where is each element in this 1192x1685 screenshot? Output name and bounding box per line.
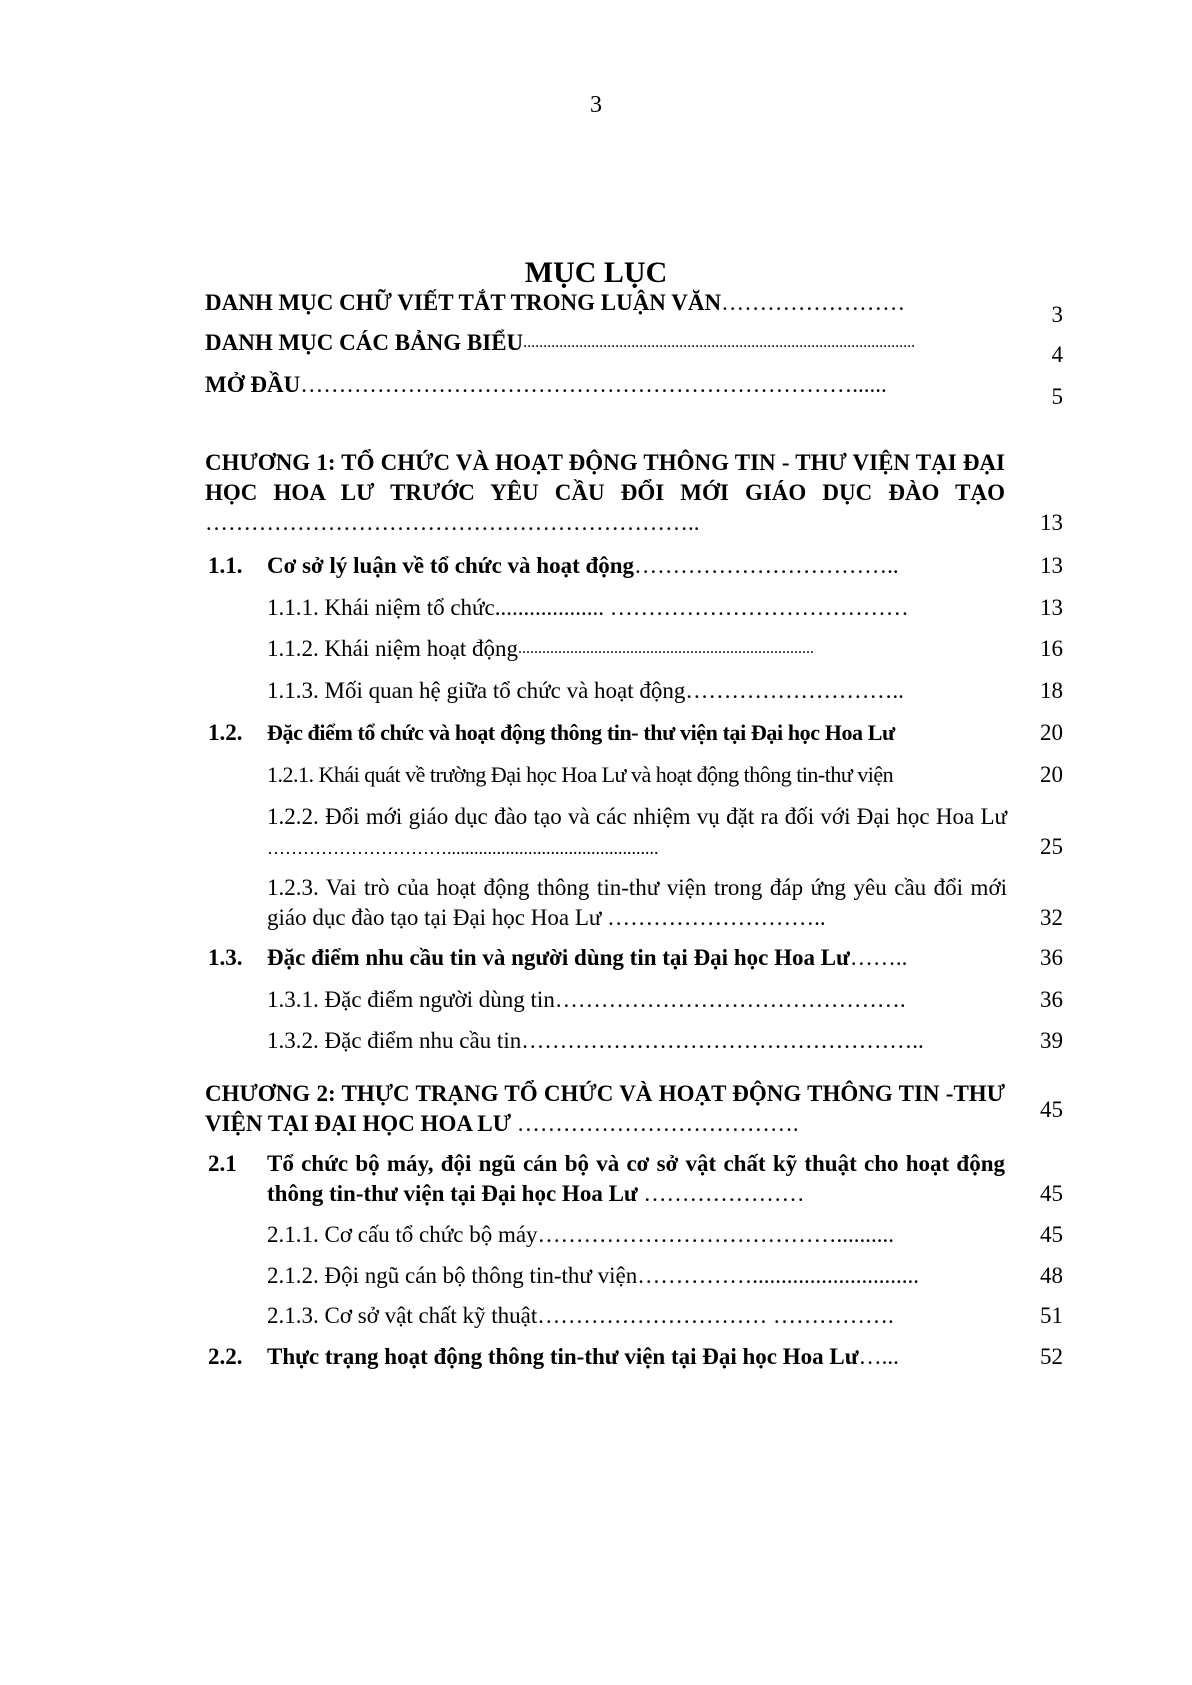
toc-page-number: 13 [1040, 595, 1063, 620]
toc-entry-text: Thực trạng hoạt động thông tin-thư viện tại Đại học Hoa Lư [267, 1344, 859, 1369]
toc-leader-dots: ………………… [643, 1181, 805, 1206]
toc-page-number: 45 [1040, 1181, 1063, 1206]
toc-leader-dots: …………………… [721, 290, 906, 315]
toc-page-number: 13 [1040, 510, 1063, 535]
toc-entry-text: 2.1.2. Đội ngũ cán bộ thông tin-thư viện [267, 1263, 638, 1288]
toc-leader-dots: ……………………….. [607, 905, 826, 930]
toc-entry-text: Cơ sở lý luận về tổ chức và hoạt động [267, 553, 635, 578]
toc-leader-dots: ………………………………. [516, 1111, 799, 1136]
section-number: 2.1 [208, 1151, 237, 1176]
toc-page-number: 20 [1040, 762, 1063, 787]
toc-page-number: 4 [1051, 342, 1063, 367]
toc-page-number: 20 [1040, 720, 1063, 745]
toc-entry-text: 1.1.2. Khái niệm hoạt động [267, 636, 519, 661]
toc-page-number: 45 [1040, 1097, 1063, 1122]
page-number: 3 [590, 92, 602, 118]
toc-leader-dots: …………………………………………….. [521, 1028, 924, 1053]
toc-leader-dots: ……………............................. [637, 1263, 919, 1288]
toc-page-number: 36 [1040, 987, 1063, 1012]
toc-leader-dots: ………………………………………. [554, 987, 906, 1012]
toc-entry-text: DANH MỤC CÁC BẢNG BIỂU [205, 330, 524, 355]
toc-page-number: 3 [1051, 302, 1063, 327]
toc-entry-text: Đặc điểm nhu cầu tin và người dùng tin tại Đại học Hoa Lư [267, 945, 850, 970]
toc-leader-dots: .................................................................................................. [523, 334, 916, 351]
toc-entry-text: 2.1.3. Cơ sở vật chất kỹ thuật [267, 1303, 538, 1328]
toc-page-number: 32 [1040, 905, 1063, 930]
toc-page-number: 45 [1040, 1222, 1063, 1247]
toc-page-number: 18 [1040, 678, 1063, 703]
toc-leader-dots: ................... ………………………………… [494, 595, 909, 620]
toc-entry-text: Tổ chức bộ máy, đội ngũ cán bộ và cơ sở vật chất kỹ thuật cho hoạt động thông tin-thư viện tại Đại học Hoa Lư [267, 1151, 1005, 1206]
toc-page-number: 5 [1051, 384, 1063, 409]
toc-page-number: 48 [1040, 1263, 1063, 1288]
toc-leader-dots: …... [858, 1344, 899, 1369]
toc-entry-text: 1.2.1. Khái quát về trường Đại học Hoa Lư và hoạt động thông tin-thư viện [267, 762, 894, 787]
toc-leader-dots: ………………………… ……………. [537, 1303, 894, 1328]
toc-leader-dots: ……………………….. [685, 678, 904, 703]
section-number: 2.2. [208, 1344, 243, 1369]
toc-leader-dots: ………………………………………………………………...... [300, 372, 887, 397]
toc-page-number: 25 [1040, 834, 1063, 859]
toc-entry-text: CHƯƠNG 1: TỔ CHỨC VÀ HOẠT ĐỘNG THÔNG TIN - THƯ VIỆN TẠI ĐẠI HỌC HOA LƯ TRƯỚC YÊU CẦU ĐỔI MỚI GIÁO DỤC ĐÀO TẠO [205, 450, 1005, 505]
toc-entry-text: CHƯƠNG 2: THỰC TRẠNG TỔ CHỨC VÀ HOẠT ĐỘNG THÔNG TIN -THƯ VIỆN TẠI ĐẠI HỌC HOA LƯ [205, 1081, 1005, 1136]
toc-page-number: 39 [1040, 1028, 1063, 1053]
section-number: 1.3. [208, 945, 243, 970]
toc-leader-dots: …………………………............................................... [267, 838, 659, 858]
toc-leader-dots: ………………………………….......... [537, 1222, 895, 1247]
toc-entry-text: 1.3.2. Đặc điểm nhu cầu tin [267, 1028, 522, 1053]
toc-entry-text: Đặc điểm tổ chức và hoạt động thông tin- thư viện tại Đại học Hoa Lư [267, 720, 895, 745]
toc-leader-dots: …….. [849, 945, 908, 970]
toc-page-number: 16 [1040, 636, 1063, 661]
section-number: 1.2. [208, 720, 243, 745]
toc-entry-text: 1.1.1. Khái niệm tổ chức [267, 595, 495, 620]
toc-entry-text: 2.1.1. Cơ cấu tổ chức bộ máy [267, 1222, 538, 1247]
toc-entry-text: DANH MỤC CHỮ VIẾT TẮT TRONG LUẬN VĂN [205, 290, 722, 315]
toc-entry-text: 1.2.2. Đổi mới giáo dục đào tạo và các nhiệm vụ đặt ra đối với Đại học Hoa Lư [267, 804, 1007, 829]
toc-leader-dots: ……………………………………………………….. [205, 510, 700, 535]
toc-page-number: 52 [1040, 1344, 1063, 1369]
toc-leader-dots: …………………………….. [634, 553, 899, 578]
toc-entry-text: 1.1.3. Mối quan hệ giữa tổ chức và hoạt động [267, 678, 686, 703]
toc-entry-text: MỞ ĐẦU [205, 372, 301, 397]
toc-page-number: 51 [1040, 1303, 1063, 1328]
toc-leader-dots: .......................................................................... [518, 640, 815, 657]
toc-page-number: 36 [1040, 945, 1063, 970]
section-number: 1.1. [208, 553, 243, 578]
toc-title: MỤC LỤC [524, 256, 668, 289]
toc-page-number: 13 [1040, 553, 1063, 578]
toc-entry-text: 1.2.3. Vai trò của hoạt động thông tin-thư viện trong đáp ứng yêu cầu đổi mới giáo dục đào tạo tại Đại học Hoa Lư [267, 875, 1007, 930]
toc-entry-text: 1.3.1. Đặc điểm người dùng tin [267, 987, 555, 1012]
